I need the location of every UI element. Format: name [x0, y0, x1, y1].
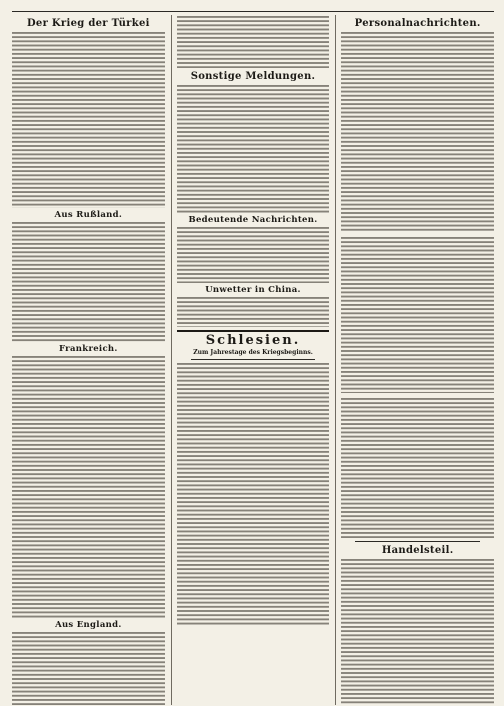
masthead-rule — [12, 6, 494, 12]
column-1 — [12, 15, 165, 705]
article-text-block — [177, 16, 330, 68]
article-text-block — [12, 32, 165, 208]
article-text-block — [12, 632, 165, 705]
section-heading-personnel-news: Personalnachrichten. — [354, 18, 481, 29]
article-text-block — [177, 227, 330, 283]
section-heading-france: Frankreich. — [59, 344, 118, 354]
section-heading-china-storm: Unwetter in China. — [205, 285, 301, 295]
section-heading-trade: Handelsteil. — [381, 545, 454, 556]
article-text-block — [177, 297, 330, 327]
column-layout — [12, 15, 494, 705]
article-text-block — [177, 85, 330, 213]
section-heading-silesia: Schlesien. — [205, 333, 301, 348]
article-text-block — [341, 32, 494, 232]
article-text-block — [12, 356, 165, 618]
article-text-block — [341, 237, 494, 393]
article-text-block — [177, 363, 330, 625]
section-divider — [177, 330, 330, 332]
section-heading-turkey-war: Der Krieg der Türkei — [26, 18, 150, 29]
section-heading-russia: Aus Rußland. — [54, 210, 123, 220]
article-text-block — [341, 559, 494, 705]
subheading-rule — [191, 359, 316, 360]
section-heading-england: Aus England. — [55, 620, 122, 630]
article-text-block — [12, 222, 165, 342]
column-2 — [171, 15, 330, 705]
column-3 — [335, 15, 494, 705]
section-heading-other-reports: Sonstige Meldungen. — [190, 71, 316, 82]
article-text-block — [341, 398, 494, 538]
section-divider — [355, 541, 480, 542]
section-subheading-war-anniversary: Zum Jahrestage des Kriegsbeginns. — [193, 349, 313, 356]
section-heading-important-news: Bedeutende Nachrichten. — [188, 215, 318, 225]
